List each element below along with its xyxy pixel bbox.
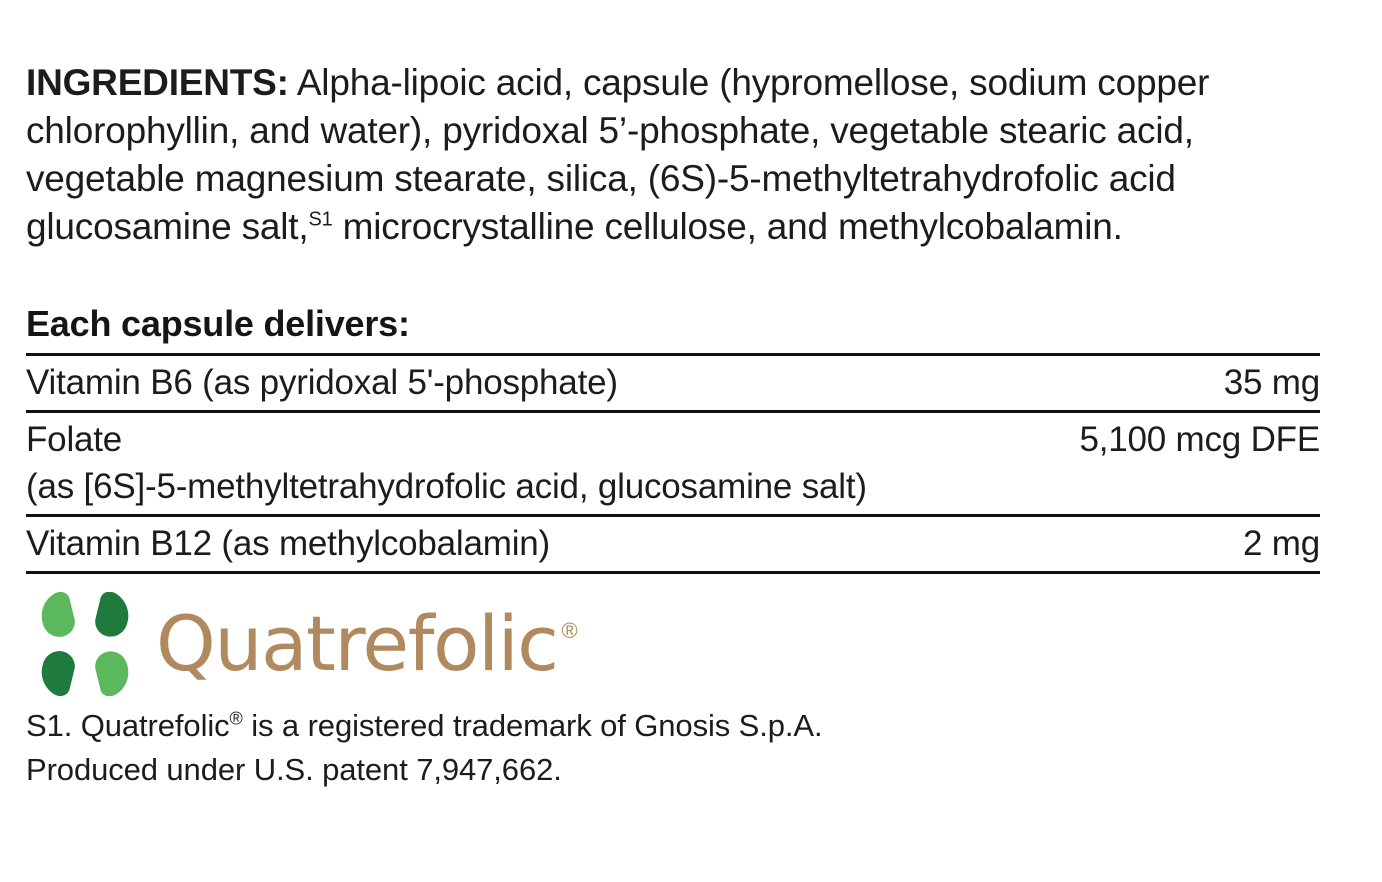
ingredients-text-after: microcrystalline cellulose, and methylcobalamin.	[332, 206, 1123, 247]
nutrient-amount: 35 mg	[1223, 363, 1320, 402]
footnote-registered-symbol: ®	[229, 708, 243, 729]
footnote-prefix: S1. Quatrefolic	[26, 708, 230, 743]
quatrefolic-logo	[26, 590, 1322, 698]
nutrient-amount: 2 mg	[1242, 524, 1320, 563]
table-row	[26, 514, 1320, 574]
ingredients-text: Alpha-lipoic acid, capsule (hypromellose, sodium copper chlorophyllin, and water), pyridoxal 5’-phosphate, vegetable stearic acid, vegetable magnesium stearate, silica, (6S)-5-methyltetrahydrofolic acid glucosamine salt,	[26, 62, 1210, 247]
four-leaf-clover-icon	[26, 592, 146, 696]
table-row	[26, 410, 1320, 514]
nutrient-source: (as [6S]-5-methyltetrahydrofolic acid, glucosamine salt)	[26, 467, 867, 506]
nutrient-name: Vitamin B6 (as pyridoxal 5'-phosphate)	[26, 363, 618, 402]
ingredients-footnote-marker: S1	[308, 208, 333, 231]
nutrient-name: Folate	[26, 420, 123, 459]
registered-trademark-symbol: ®	[561, 618, 578, 643]
footnotes	[26, 704, 1322, 792]
footnote-suffix: is a registered trademark of Gnosis S.p.A.	[242, 708, 823, 743]
quatrefolic-wordmark-text: Quatrefolic	[156, 599, 558, 688]
supplement-facts-heading: Each capsule delivers:	[26, 303, 410, 344]
ingredients-label: INGREDIENTS:	[26, 62, 289, 103]
nutrient-name: Vitamin B12 (as methylcobalamin)	[26, 524, 551, 563]
table-row	[26, 353, 1320, 410]
footnote-line-2: Produced under U.S. patent 7,947,662.	[26, 752, 562, 787]
footnote-line-1	[26, 704, 1322, 748]
quatrefolic-wordmark	[156, 599, 578, 688]
supplement-facts-table	[26, 353, 1320, 574]
nutrient-amount: 5,100 mcg DFE	[1079, 420, 1320, 459]
ingredients-paragraph	[26, 59, 1322, 251]
